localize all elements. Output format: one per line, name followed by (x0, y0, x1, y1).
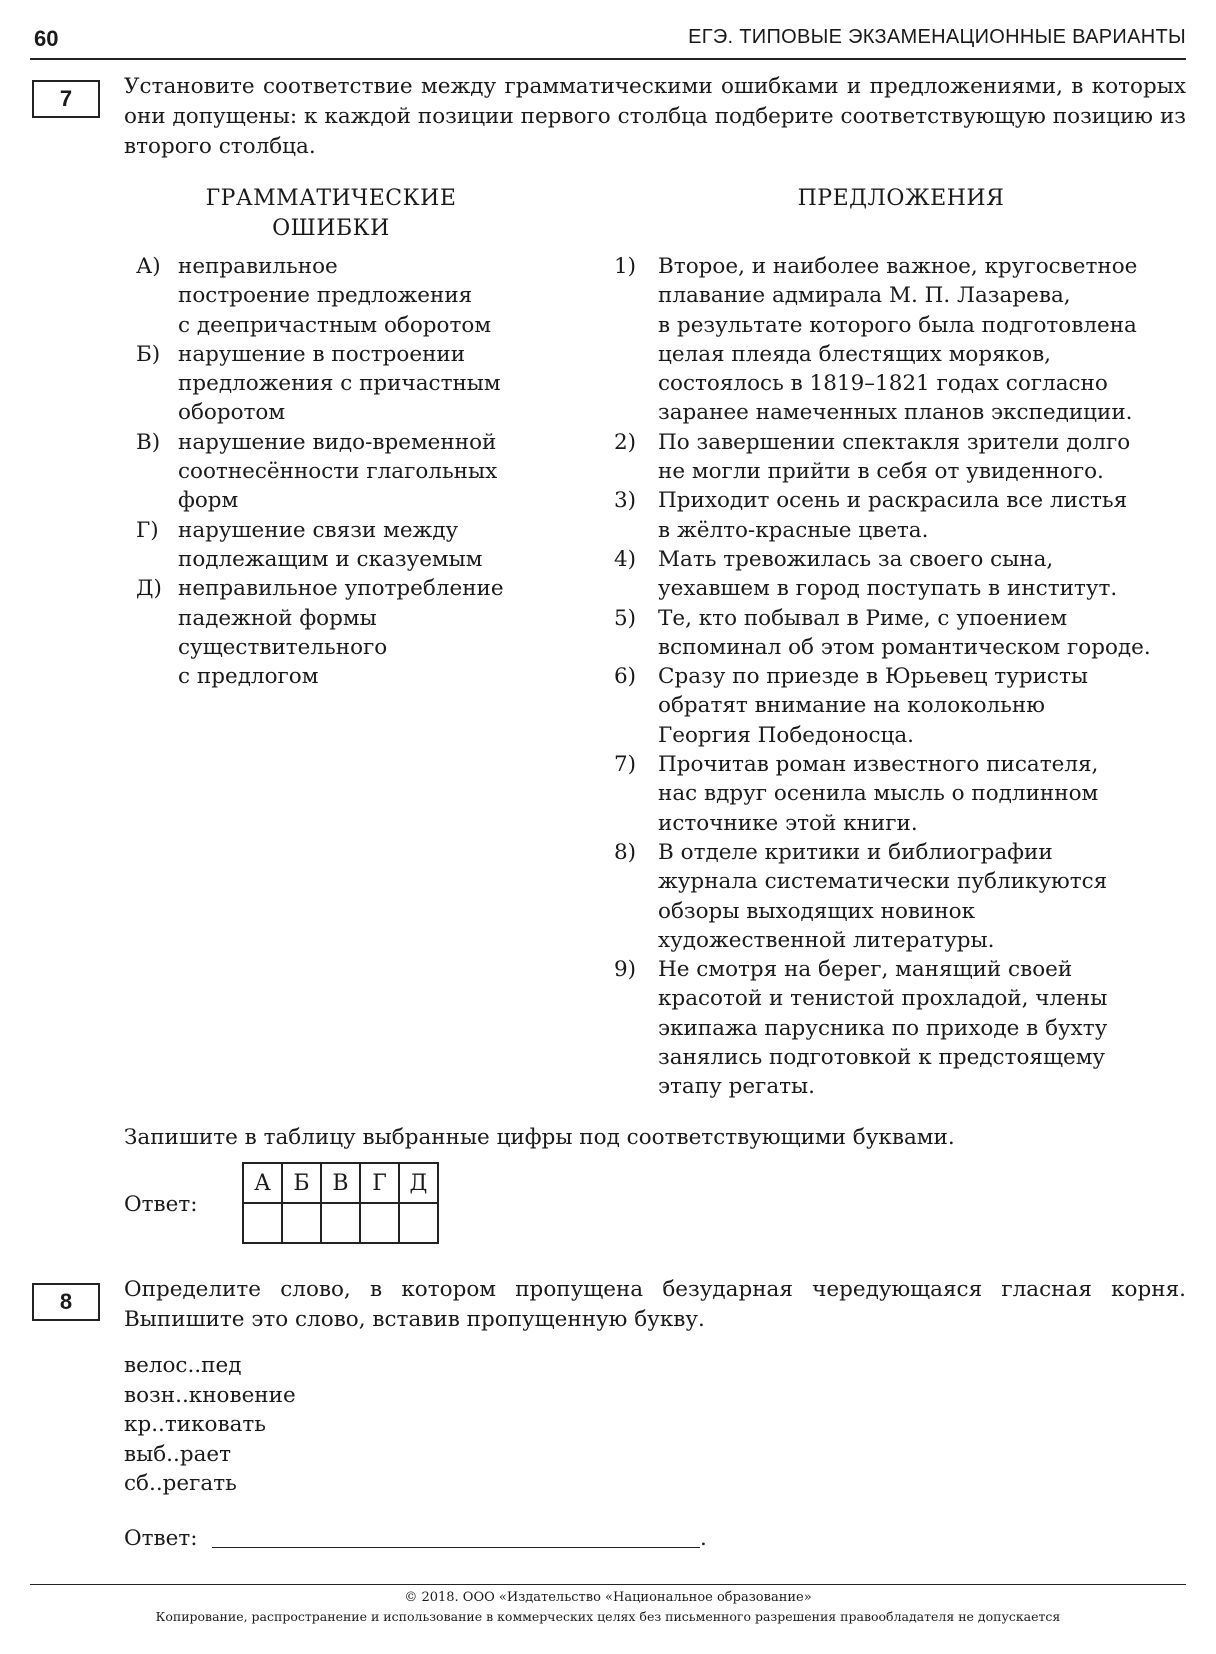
sentence-item (614, 838, 1186, 955)
footer-divider (30, 1584, 1186, 1585)
grammar-errors-list (136, 252, 576, 691)
error-item-line: нарушение видо-временной (178, 429, 497, 455)
sentence-item-marker: 6) (614, 664, 637, 690)
error-item-line: существительного (178, 634, 388, 660)
sentence-item-text (658, 252, 1186, 428)
sentence-item-line: плавание адмирала М. П. Лазарева, (658, 283, 1071, 309)
errors-column-heading: ГРАММАТИЧЕСКИЕ ОШИБКИ (205, 186, 457, 241)
sentence-item-text (658, 838, 1186, 955)
sentence-item-text (658, 486, 1186, 545)
error-item-text (178, 340, 576, 428)
sentence-item-line: этапу регаты. (658, 1074, 815, 1100)
answer-column-header: Б (282, 1163, 321, 1203)
word-item: велос..пед (124, 1353, 242, 1378)
error-item (136, 252, 576, 340)
word-item: возн..кновение (124, 1382, 296, 1408)
error-item-line: подлежащим и сказуемым (178, 546, 483, 572)
error-item-marker: В) (136, 429, 161, 455)
error-item-line: неправильное (178, 254, 338, 279)
error-item-line: с предлогом (178, 664, 319, 690)
error-item-line: нарушение связи между (178, 517, 459, 543)
error-item-text (178, 516, 576, 575)
sentence-item-text (658, 662, 1186, 750)
sentence-item-text (658, 604, 1186, 663)
answer-cell[interactable] (243, 1203, 282, 1243)
answer-cell[interactable] (399, 1203, 438, 1243)
sentence-item-marker: 5) (614, 605, 637, 631)
sentence-item-line: уехавшем в город поступать в институт. (658, 576, 1118, 602)
sentence-item-line: заранее намеченных планов экспедиции. (658, 400, 1133, 426)
sentence-item-line: в жёлто-красные цвета. (658, 517, 929, 543)
sentence-item-marker: 3) (614, 488, 637, 514)
error-item-line: оборотом (178, 400, 286, 426)
sentence-item-line: вспоминал об этом романтическом городе. (658, 634, 1151, 660)
sentence-item-line: Второе, и наиболее важное, кругосветное (658, 254, 1138, 279)
sentence-item (614, 252, 1186, 428)
sentence-item-text (658, 750, 1186, 838)
sentence-item (614, 662, 1186, 750)
sentence-item-line: в результате которого была подготовлена (658, 312, 1137, 338)
sentence-item-line: состоялось в 1819–1821 годах согласно (658, 371, 1108, 397)
sentence-item-line: источнике этой книги. (658, 810, 918, 836)
error-item-marker: Б) (136, 341, 161, 367)
sentence-item-marker: 9) (614, 957, 637, 983)
task-7-number-box: 7 (32, 80, 100, 118)
error-item (136, 340, 576, 428)
sentence-item-line: Мать тревожилась за своего сына, (658, 546, 1054, 572)
error-item-marker: Д) (136, 576, 162, 602)
sentence-item-line: обратят внимание на колокольню (658, 693, 1045, 719)
task-7-answer-label: Ответ: (124, 1192, 198, 1217)
answer-table-header-row (243, 1163, 438, 1203)
sentence-item (614, 545, 1186, 604)
answer-column-header: Г (360, 1163, 399, 1203)
sentences-column-heading: ПРЕДЛОЖЕНИЯ (797, 186, 1005, 211)
error-item (136, 428, 576, 516)
error-item (136, 574, 576, 691)
sentence-item-line: Те, кто побывал в Риме, с упоением (658, 605, 1068, 631)
answer-table-input-row (243, 1203, 438, 1243)
sentence-item-line: обзоры выходящих новинок (658, 898, 976, 924)
sentence-item-line: По завершении спектакля зрители долго (658, 429, 1131, 455)
answer-table (242, 1162, 439, 1244)
sentence-item-line: Приходит осень и раскрасила все листья (658, 488, 1128, 514)
sentence-item-marker: 8) (614, 839, 637, 865)
sentence-item-line: целая плеяда блестящих моряков, (658, 341, 1052, 367)
error-item-line: соотнесённости глагольных (178, 459, 498, 485)
error-item-line: нарушение в построении (178, 341, 466, 367)
sentence-item (614, 428, 1186, 487)
footer-copyright: © 2018. ООО «Издательство «Национальное образование» (404, 1590, 812, 1605)
sentence-item (614, 750, 1186, 838)
word-item: выб..рает (124, 1441, 232, 1467)
sentence-item-line: красотой и тенистой прохладой, члены (658, 986, 1108, 1012)
answer-column-header: Д (399, 1163, 438, 1203)
sentence-item-line: художественной литературы. (658, 927, 995, 953)
task-8-answer-label: Ответ: (124, 1526, 198, 1551)
error-item-line: падежной формы (178, 605, 377, 631)
sentence-item-text (658, 955, 1186, 1101)
running-head: ЕГЭ. ТИПОВЫЕ ЭКЗАМЕНАЦИОННЫЕ ВАРИАНТЫ (688, 26, 1186, 48)
task-8-answer-period: . (700, 1526, 707, 1551)
sentence-item-line: экипажа парусника по приходе в бухту (658, 1015, 1108, 1041)
error-item-marker: А) (136, 254, 161, 279)
sentence-item (614, 604, 1186, 663)
sentence-item-line: В отделе критики и библиографии (658, 839, 1053, 865)
error-item (136, 516, 576, 575)
page-header (30, 22, 1186, 60)
sentence-item-marker: 2) (614, 429, 637, 455)
answer-cell[interactable] (282, 1203, 321, 1243)
sentences-list (614, 252, 1186, 1102)
table-instruction: Запишите в таблицу выбранные цифры под соответствующими буквами. (124, 1125, 955, 1150)
footer-notice: Копирование, распространение и использование в коммерческих целях без письменного разрешения правообладателя не допускается (155, 1609, 1061, 1624)
error-item-line: с деепричастным оборотом (178, 312, 492, 338)
answer-cell[interactable] (321, 1203, 360, 1243)
sentence-item-line: Не смотря на берег, манящий своей (658, 957, 1073, 983)
error-item-line: построение предложения (178, 283, 473, 309)
sentence-item-line: Георгия Победоносца. (658, 722, 914, 748)
error-item-text (178, 574, 576, 691)
sentence-item (614, 486, 1186, 545)
sentence-item-marker: 4) (614, 546, 637, 572)
error-item-text (178, 428, 576, 516)
answer-cell[interactable] (360, 1203, 399, 1243)
answer-column-header: В (321, 1163, 360, 1203)
task-7-instruction: Установите соответствие между грамматическими ошибками и предложениями, в которых они допущены: к каждой позиции первого столбца подберите соответствующую позицию из второго столбца. (124, 74, 1186, 159)
sentence-item-line: нас вдруг осенила мысль о подлинном (658, 781, 1099, 807)
sentence-item-line: Прочитав роман известного писателя, (658, 752, 1099, 778)
task-8-number-box: 8 (32, 1283, 100, 1321)
sentence-item-line: журнала систематически публикуются (658, 869, 1108, 895)
error-item-line: неправильное употребление (178, 576, 504, 602)
sentence-item-text (658, 545, 1186, 604)
task-8-answer-line[interactable] (212, 1546, 700, 1548)
sentence-item-marker: 1) (614, 254, 637, 279)
error-item-line: форм (178, 488, 239, 514)
page-number: 60 (34, 26, 59, 51)
error-item-line: предложения с причастным (178, 371, 501, 397)
sentence-item (614, 955, 1186, 1101)
word-item: сб..регать (124, 1471, 237, 1496)
sentence-item-line: не могли прийти в себя от увиденного. (658, 459, 1104, 485)
error-item-marker: Г) (136, 517, 159, 543)
task-8-instruction: Определите слово, в котором пропущена безударная чередующаяся гласная корня. Выпишите это слово, вставив пропущенную букву. (124, 1277, 1186, 1332)
answer-column-header: А (243, 1163, 282, 1203)
error-item-text (178, 252, 576, 340)
word-item: кр..тиковать (124, 1412, 266, 1437)
sentence-item-line: Сразу по приезде в Юрьевец туристы (658, 664, 1088, 690)
sentence-item-line: занялись подготовкой к предстоящему (658, 1045, 1106, 1071)
sentence-item-marker: 7) (614, 752, 637, 778)
sentence-item-text (658, 428, 1186, 487)
task-8-word-list (124, 1351, 296, 1499)
